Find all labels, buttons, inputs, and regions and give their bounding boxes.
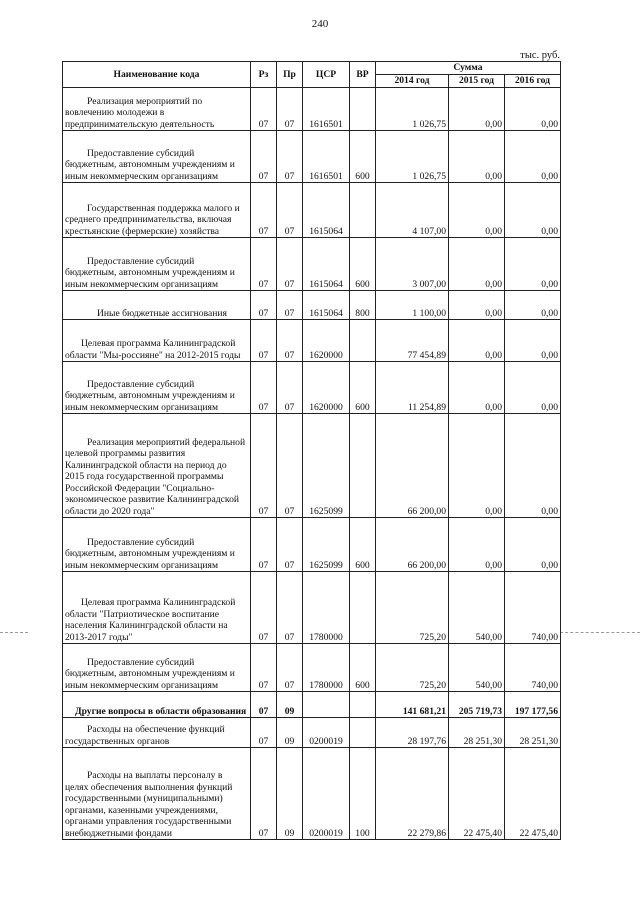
scan-divider-right xyxy=(560,632,640,633)
row-2016: 0,00 xyxy=(505,291,561,320)
row-2015: 0,00 xyxy=(449,88,505,131)
table-row xyxy=(63,414,561,518)
row-vr xyxy=(350,88,376,131)
table-row xyxy=(63,238,561,291)
row-rz: 07 xyxy=(251,718,277,748)
row-name: Иные бюджетные ассигнования xyxy=(63,291,251,320)
row-2016: 740,00 xyxy=(505,572,561,644)
row-2014: 22 279,86 xyxy=(376,748,449,840)
row-pr: 07 xyxy=(277,238,303,291)
row-name: Предоставление субсидий бюджетным, автономным учреждениям и иным некоммерческим организациям xyxy=(63,644,251,692)
row-pr: 07 xyxy=(277,88,303,131)
table-row xyxy=(63,291,561,320)
row-2015: 28 251,30 xyxy=(449,718,505,748)
row-csr: 1615064 xyxy=(303,291,350,320)
col-header-rz: Рз xyxy=(251,62,277,88)
row-vr: 600 xyxy=(350,518,376,572)
row-2014: 1 100,00 xyxy=(376,291,449,320)
col-header-pr: Пр xyxy=(277,62,303,88)
row-vr: 100 xyxy=(350,748,376,840)
row-2014: 1 026,75 xyxy=(376,131,449,183)
table-row xyxy=(63,88,561,131)
row-vr xyxy=(350,183,376,238)
row-2016: 0,00 xyxy=(505,131,561,183)
row-csr: 1616501 xyxy=(303,88,350,131)
row-vr xyxy=(350,320,376,362)
col-header-2015: 2015 год xyxy=(449,75,505,88)
row-2014: 3 007,00 xyxy=(376,238,449,291)
row-pr: 07 xyxy=(277,291,303,320)
row-pr: 07 xyxy=(277,183,303,238)
row-rz: 07 xyxy=(251,183,277,238)
row-csr: 1780000 xyxy=(303,644,350,692)
row-2015: 0,00 xyxy=(449,320,505,362)
row-pr: 09 xyxy=(277,718,303,748)
row-2016: 0,00 xyxy=(505,88,561,131)
row-2016: 0,00 xyxy=(505,320,561,362)
row-2015: 0,00 xyxy=(449,131,505,183)
row-pr: 07 xyxy=(277,572,303,644)
row-2014: 66 200,00 xyxy=(376,518,449,572)
page-number: 240 xyxy=(311,18,329,30)
row-csr: 1625099 xyxy=(303,414,350,518)
row-2014: 725,20 xyxy=(376,572,449,644)
row-2016: 740,00 xyxy=(505,644,561,692)
row-2016: 22 475,40 xyxy=(505,748,561,840)
row-2015: 540,00 xyxy=(449,644,505,692)
table-row xyxy=(63,718,561,748)
row-vr: 600 xyxy=(350,131,376,183)
row-rz: 07 xyxy=(251,518,277,572)
row-csr: 1780000 xyxy=(303,572,350,644)
row-rz: 07 xyxy=(251,362,277,414)
row-csr: 1615064 xyxy=(303,183,350,238)
row-2015: 540,00 xyxy=(449,572,505,644)
row-2016: 0,00 xyxy=(505,362,561,414)
row-name: Реализация мероприятий по вовлечению молодежи в предпринимательскую деятельность xyxy=(63,88,251,131)
row-rz: 07 xyxy=(251,692,277,718)
col-header-2014: 2014 год xyxy=(376,75,449,88)
row-vr: 600 xyxy=(350,644,376,692)
row-name: Предоставление субсидий бюджетным, автономным учреждениям и иным некоммерческим организациям xyxy=(63,518,251,572)
col-header-2016: 2016 год xyxy=(505,75,561,88)
row-csr: 0200019 xyxy=(303,718,350,748)
row-2014: 66 200,00 xyxy=(376,414,449,518)
row-2016: 28 251,30 xyxy=(505,718,561,748)
row-vr: 600 xyxy=(350,362,376,414)
row-csr: 1620000 xyxy=(303,320,350,362)
table-row xyxy=(63,644,561,692)
row-pr: 09 xyxy=(277,692,303,718)
col-header-csr: ЦСР xyxy=(303,62,350,88)
row-2014: 141 681,21 xyxy=(376,692,449,718)
row-csr xyxy=(303,692,350,718)
row-vr xyxy=(350,692,376,718)
row-rz: 07 xyxy=(251,291,277,320)
row-2014: 4 107,00 xyxy=(376,183,449,238)
row-csr: 1615064 xyxy=(303,238,350,291)
table-row xyxy=(63,131,561,183)
row-2014: 11 254,89 xyxy=(376,362,449,414)
col-header-vr: ВР xyxy=(350,62,376,88)
row-name: Предоставление субсидий бюджетным, автономным учреждениям и иным некоммерческим организациям xyxy=(63,238,251,291)
row-pr: 09 xyxy=(277,748,303,840)
row-name: Реализация мероприятий федеральной целевой программы развития Калининградской области на период до 2015 года государственной программы Российской Федерации "Социально-экономическое развитие Калининградской области до 2020 года" xyxy=(63,414,251,518)
row-name: Расходы на обеспечение функций государственных органов xyxy=(63,718,251,748)
col-header-sum: Сумма xyxy=(376,62,561,75)
row-pr: 07 xyxy=(277,518,303,572)
row-name: Государственная поддержка малого и среднего предпринимательства, включая крестьянские (фермерские) хозяйства xyxy=(63,183,251,238)
row-pr: 07 xyxy=(277,131,303,183)
row-name: Целевая программа Калининградской области "Мы-россияне" на 2012-2015 годы xyxy=(63,320,251,362)
row-csr: 1625099 xyxy=(303,518,350,572)
row-rz: 07 xyxy=(251,644,277,692)
row-name: Предоставление субсидий бюджетным, автономным учреждениям и иным некоммерческим организациям xyxy=(63,362,251,414)
row-csr: 1616501 xyxy=(303,131,350,183)
row-pr: 07 xyxy=(277,362,303,414)
row-2015: 0,00 xyxy=(449,291,505,320)
row-name: Другие вопросы в области образования xyxy=(63,692,251,718)
row-name: Целевая программа Калининградской области "Патриотическое воспитание населения Калининградской области на 2013-2017 годы" xyxy=(63,572,251,644)
units-label: тыс. руб. xyxy=(520,50,560,61)
row-2015: 0,00 xyxy=(449,414,505,518)
row-pr: 07 xyxy=(277,414,303,518)
row-csr: 0200019 xyxy=(303,748,350,840)
row-rz: 07 xyxy=(251,572,277,644)
table-row xyxy=(63,748,561,840)
table-row xyxy=(63,183,561,238)
row-name: Предоставление субсидий бюджетным, автономным учреждениям и иным некоммерческим организациям xyxy=(63,131,251,183)
row-2015: 0,00 xyxy=(449,183,505,238)
row-vr: 800 xyxy=(350,291,376,320)
table-row xyxy=(63,692,561,718)
row-rz: 07 xyxy=(251,414,277,518)
row-2016: 0,00 xyxy=(505,518,561,572)
row-pr: 07 xyxy=(277,644,303,692)
table-body xyxy=(63,88,561,840)
row-name: Расходы на выплаты персоналу в целях обеспечения выполнения функций государственными (муниципальными) органами, казенными учреждениями, органами управления государственными внебюджетными фондами xyxy=(63,748,251,840)
row-2016: 0,00 xyxy=(505,238,561,291)
row-2016: 197 177,56 xyxy=(505,692,561,718)
row-2014: 725,20 xyxy=(376,644,449,692)
row-2015: 0,00 xyxy=(449,518,505,572)
table-row xyxy=(63,362,561,414)
row-2014: 77 454,89 xyxy=(376,320,449,362)
row-rz: 07 xyxy=(251,320,277,362)
row-2015: 0,00 xyxy=(449,362,505,414)
row-vr: 600 xyxy=(350,238,376,291)
row-rz: 07 xyxy=(251,131,277,183)
row-2015: 0,00 xyxy=(449,238,505,291)
table-row xyxy=(63,572,561,644)
row-pr: 07 xyxy=(277,320,303,362)
row-2015: 22 475,40 xyxy=(449,748,505,840)
col-header-name: Наименование кода xyxy=(63,62,251,88)
scan-divider-left xyxy=(0,632,28,633)
table-header xyxy=(63,62,561,88)
row-2016: 0,00 xyxy=(505,183,561,238)
table-row xyxy=(63,518,561,572)
row-rz: 07 xyxy=(251,238,277,291)
table-row xyxy=(63,320,561,362)
row-vr xyxy=(350,718,376,748)
row-2014: 1 026,75 xyxy=(376,88,449,131)
row-rz: 07 xyxy=(251,88,277,131)
row-csr: 1620000 xyxy=(303,362,350,414)
row-2015: 205 719,73 xyxy=(449,692,505,718)
row-2016: 0,00 xyxy=(505,414,561,518)
row-2014: 28 197,76 xyxy=(376,718,449,748)
row-vr xyxy=(350,572,376,644)
row-vr xyxy=(350,414,376,518)
row-rz: 07 xyxy=(251,748,277,840)
budget-table xyxy=(62,61,561,840)
